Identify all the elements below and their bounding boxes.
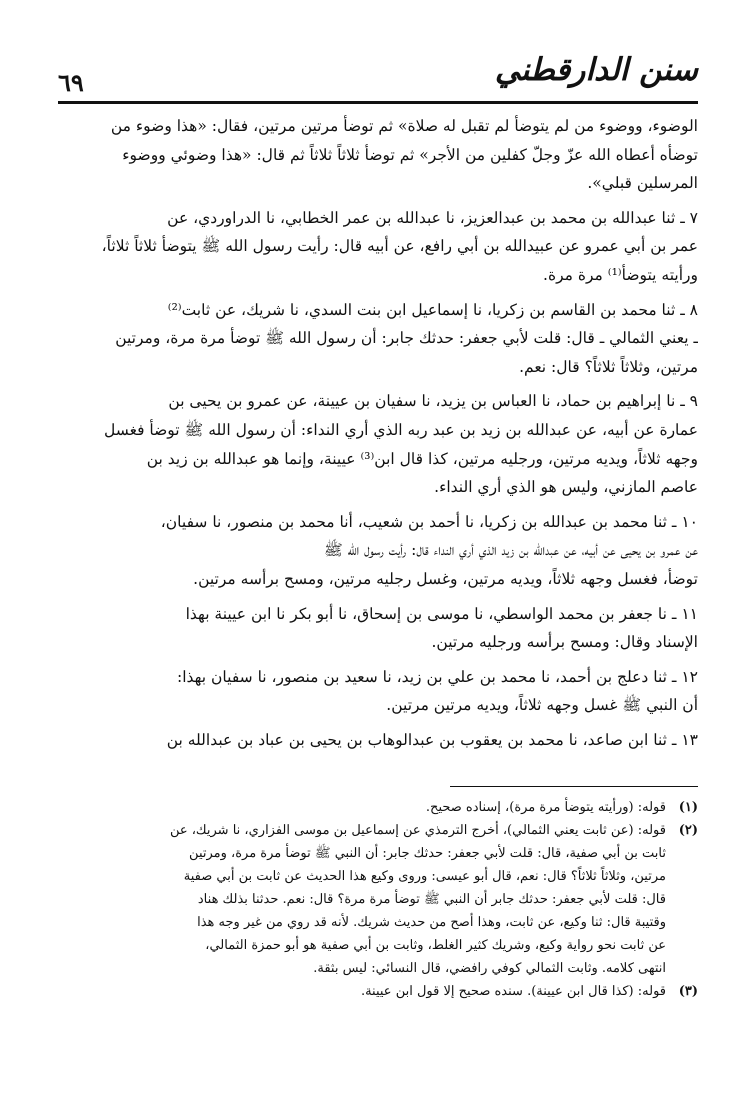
text-line: ١٠ ـ ثنا محمد بن عبدالله بن زكريا، نا أحمد بن شعيب، أنا محمد بن منصور، نا سفيان، bbox=[160, 512, 698, 531]
footnote-text: قوله: (عن ثابت يعني الثمالي)، أخرج الترمذي عن إسماعيل بن موسى الفزاري، نا شريك، عن bbox=[169, 823, 666, 838]
para-hadith-7 bbox=[58, 204, 698, 290]
footnote-line: عن ثابت نحو رواية وكيع، وشريك كثير الغلط، وثابت بن أبي صفية هو أبو حمزة الثمالي، bbox=[205, 938, 666, 953]
footnote bbox=[58, 819, 698, 980]
para-hadith-9 bbox=[58, 387, 698, 501]
footnote-number: (٣) bbox=[678, 984, 698, 999]
text-line: عمارة عن أبيه، عن عبدالله بن زيد بن عبد ربه الذي أري النداء: أن رسول الله ﷺ توضأ فغسل bbox=[104, 420, 698, 439]
footnote-line bbox=[58, 980, 698, 1003]
para-hadith-11 bbox=[58, 600, 698, 657]
text-line: توضأه أعطاه الله عزّ وجلّ كفلين من الأجر» ثم توضأ ثلاثاً ثلاثاً ثم قال: «هذا وضوئي ووضوء bbox=[122, 145, 698, 164]
text-line: ٨ ـ ثنا محمد بن القاسم بن زكريا، نا إسماعيل ابن بنت السدي، نا شريك، عن ثابت⁽²⁾ bbox=[167, 300, 698, 319]
text-line: ـ يعني الثمالي ـ قال: قلت لأبي جعفر: حدثك جابر: أن رسول الله ﷺ توضأ مرة مرة، ومرتين bbox=[115, 329, 698, 348]
para-continuation bbox=[58, 112, 698, 198]
footnote-line: مرتين، وثلاثاً ثلاثاً؟ قال: نعم، قال أبو عيسى: وروى وكيع هذا الحديث عن ثابت بن أبي صفية bbox=[183, 869, 666, 884]
footnote-line: ثابت بن أبي صفية، قال: قلت لأبي جعفر: حدثك جابر: أن النبي ﷺ توضأ مرة مرة، ومرتين bbox=[189, 846, 666, 861]
text-line: ورأيته يتوضأ⁽¹⁾ مرة مرة. bbox=[543, 265, 698, 284]
text-line: ١٣ ـ ثنا ابن صاعد، نا محمد بن يعقوب بن عبدالوهاب بن يحيى بن عباد بن عبدالله بن bbox=[166, 730, 698, 749]
text-line: الإسناد وقال: ومسح برأسه ورجليه مرتين. bbox=[431, 633, 698, 652]
footnote-number: (٢) bbox=[678, 823, 698, 838]
text-line: توضأ، فغسل وجهه ثلاثاً، ويديه مرتين، وغسل رجليه مرتين، ومسح برأسه مرتين. bbox=[193, 569, 698, 588]
footnotes bbox=[58, 796, 698, 1003]
main-text bbox=[58, 112, 698, 754]
book-title: سنن الدارقطني bbox=[494, 52, 698, 88]
text-line: ٧ ـ ثنا عبدالله بن محمد بن عبدالعزيز، نا عبدالله بن عمر الخطابي، نا الدراوردي، عن bbox=[167, 208, 698, 227]
footnote-line: قال: قلت لأبي جعفر: حدثك جابر أن النبي ﷺ توضأ مرة مرة؟ قال: نعم. حدثنا بذلك هناد bbox=[197, 892, 666, 907]
para-hadith-10 bbox=[58, 508, 698, 594]
footnote-number: (١) bbox=[678, 800, 698, 815]
para-hadith-8 bbox=[58, 296, 698, 382]
footnote-line: انتهى كلامه. وثابت الثمالي كوفي رافضي، قال النسائي: ليس بثقة. bbox=[313, 961, 666, 976]
text-line: ٩ ـ نا إبراهيم بن حماد، نا العباس بن يزيد، نا سفيان بن عيينة، عن عمرو بن يحيى بن bbox=[168, 392, 698, 411]
text-line: أن النبي ﷺ غسل وجهه ثلاثاً، ويديه مرتين مرتين. bbox=[386, 696, 698, 715]
text-line: وجهه ثلاثاً، ويديه مرتين، ورجليه مرتين، كذا قال ابن⁽³⁾ عيينة، وإنما هو عبدالله بن زيد بن bbox=[146, 449, 698, 468]
footnote bbox=[58, 796, 698, 819]
footnote-line bbox=[58, 796, 698, 819]
footnote-separator bbox=[450, 786, 698, 787]
text-line: ١١ ـ نا جعفر بن محمد الواسطي، نا موسى بن إسحاق، نا أبو بكر نا ابن عيينة بهذا bbox=[185, 604, 698, 623]
footnote-line bbox=[58, 819, 698, 842]
footnote-text: قوله: (ورأيته يتوضأ مرة مرة)، إسناده صحيح. bbox=[425, 800, 666, 815]
footnote-line: وقتيبة قال: ثنا وكيع، عن ثابت، وهذا أصح من حديث شريك. لأنه قد روي من غير وجه هذا bbox=[197, 915, 666, 930]
footnote bbox=[58, 980, 698, 1003]
footnote-text: قوله: (كذا قال ابن عيينة). سنده صحيح إلا قول ابن عيينة. bbox=[360, 984, 666, 999]
page-header bbox=[58, 52, 698, 102]
text-line: عن عمرو بن يحيى عن أبيه، عن عبدالله بن زيد الذي أري النداء قال: رأيت رسول الله ﷺ bbox=[323, 541, 698, 560]
text-line: الوضوء، ووضوء من لم يتوضأ لم تقبل له صلاة» ثم توضأ مرتين مرتين، فقال: «هذا وضوء من bbox=[110, 117, 698, 135]
header-rule bbox=[58, 101, 698, 104]
text-line: عمر بن أبي عمرو عن عبيدالله بن أبي رافع، عن أبيه قال: رأيت رسول الله ﷺ يتوضأ ثلاثاً ثلاثاً، bbox=[101, 237, 698, 256]
text-line: عاصم المازني، وليس هو الذي أري النداء. bbox=[434, 478, 698, 497]
text-line: ١٢ ـ ثنا دعلج بن أحمد، نا محمد بن علي بن زيد، نا سعيد بن منصور، نا سفيان بهذا: bbox=[176, 667, 698, 686]
para-hadith-12 bbox=[58, 663, 698, 720]
para-hadith-13 bbox=[58, 726, 698, 755]
page-number: ٦٩ bbox=[58, 68, 84, 97]
text-line: المرسلين قبلي». bbox=[587, 174, 698, 193]
text-line: مرتين، وثلاثاً ثلاثاً؟ قال: نعم. bbox=[519, 357, 698, 376]
